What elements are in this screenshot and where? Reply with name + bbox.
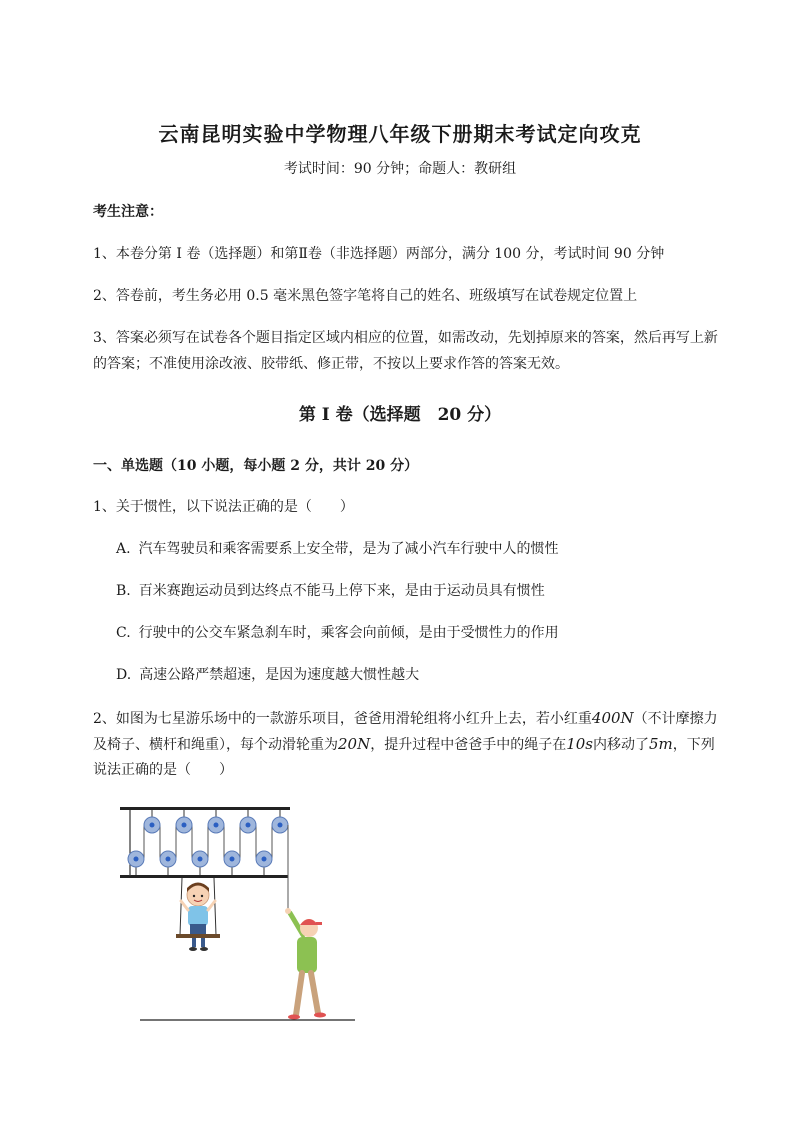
- boy-on-swing: [181, 883, 215, 952]
- option-letter: B.: [116, 583, 131, 599]
- swing-seat: [176, 934, 220, 938]
- notice-heading: 考生注意：: [93, 204, 163, 220]
- notice-item-2: 2、答卷前，考生务必用 0.5 毫米黑色签字笔将自己的姓名、班级填写在试卷规定位置上: [93, 288, 638, 304]
- part-heading: 一、单选题（10 小题，每小题 2 分，共计 20 分）: [93, 458, 419, 474]
- notice-item-3: 3、答案必须写在试卷各个题目指定区域内相应的位置，如需改动，先划掉原来的答案，然后再写上新: [93, 330, 718, 346]
- option-text: 高速公路严禁超速，是因为速度越大惯性越大: [139, 667, 420, 683]
- notice-item-1: 1、本卷分第 I 卷（选择题）和第Ⅱ卷（非选择题）两部分，满分 100 分，考试时间 90 分钟: [93, 246, 665, 262]
- q2-text: ，下列: [672, 737, 715, 753]
- question-2-line-2: [93, 732, 753, 757]
- dad-figure: [285, 908, 326, 1020]
- notice-item-3-cont: 的答案；不准使用涂改液、胶带纸、修正带，不按以上要求作答的答案无效。: [93, 356, 569, 372]
- q2-text: （不计摩擦力: [633, 711, 718, 727]
- q1-option-c: [116, 621, 559, 645]
- q2-weight: 400N: [591, 709, 634, 727]
- q1-option-b: [116, 579, 545, 603]
- question-2-line-1: [93, 706, 753, 731]
- q1-option-a: [116, 537, 559, 561]
- q2-text: 及椅子、横杆和绳重），每个动滑轮重为: [93, 737, 338, 753]
- top-beam: [120, 807, 290, 810]
- option-letter: A.: [116, 541, 131, 557]
- option-text: 汽车驾驶员和乘客需要系上安全带，是为了减小汽车行驶中人的惯性: [138, 541, 559, 557]
- q2-pulley-weight: 20N: [338, 735, 371, 753]
- option-text: 百米赛跑运动员到达终点不能马上停下来，是由于运动员具有惯性: [138, 583, 545, 599]
- exam-info: 考试时间：90 分钟；命题人：教研组: [283, 161, 517, 177]
- q2-text: 2、如图为七星游乐场中的一款游乐项目，爸爸用滑轮组将小红升上去，若小红重: [93, 711, 592, 727]
- page-title: 云南昆明实验中学物理八年级下册期末考试定向攻克: [158, 122, 642, 146]
- q2-text: 内移动了: [593, 737, 650, 753]
- question-2-line-3: 说法正确的是（ ）: [93, 762, 233, 778]
- q2-text: ，提升过程中爸爸手中的绳子在: [370, 737, 567, 753]
- pulley-ride-illustration: [110, 795, 370, 1030]
- section-title: 第 I 卷（选择题 20 分）: [298, 405, 502, 425]
- option-letter: C.: [116, 625, 131, 641]
- q2-distance: 5m: [649, 735, 673, 753]
- fixed-pulleys: [144, 817, 288, 833]
- movable-pulleys: [128, 851, 272, 867]
- option-text: 行驶中的公交车紧急刹车时，乘客会向前倾，是由于受惯性力的作用: [138, 625, 559, 641]
- q1-option-d: [116, 663, 419, 687]
- q2-time: 10s: [566, 735, 594, 753]
- bottom-beam: [120, 875, 288, 878]
- option-letter: D.: [116, 667, 132, 683]
- question-1-stem: 1、关于惯性，以下说法正确的是（ ）: [93, 499, 354, 515]
